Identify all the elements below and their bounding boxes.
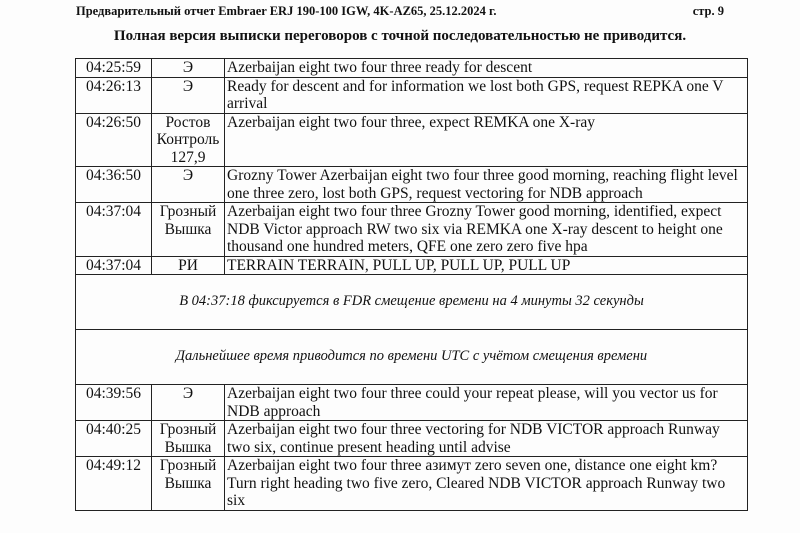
speaker-cell: Ростов Контроль 127,9 <box>152 113 225 167</box>
message-cell: Azerbaijan eight two four three, expect REMKA one X-ray <box>225 113 748 167</box>
message-cell: TERRAIN TERRAIN, PULL UP, PULL UP, PULL UP <box>225 256 748 275</box>
message-cell: Grozny Tower Azerbaijan eight two four three good morning, reaching flight level one three zero, lost both GPS, request vectoring for NDB approach <box>225 167 748 203</box>
time-cell: 04:36:50 <box>76 167 152 203</box>
speaker-cell: Грозный Вышка <box>152 203 225 257</box>
time-cell: 04:25:59 <box>76 59 152 78</box>
time-cell: 04:37:04 <box>76 203 152 257</box>
message-cell: Azerbaijan eight two four three Grozny Tower good morning, identified, expect NDB Victor approach RW two six via REMKA one X-ray descent to height one thousand one hundred meters, QFE one zero zero five hpa <box>225 203 748 257</box>
time-cell: 04:26:13 <box>76 77 152 113</box>
time-cell: 04:49:12 <box>76 457 152 511</box>
time-cell: 04:39:56 <box>76 385 152 421</box>
speaker-cell: Э <box>152 385 225 421</box>
speaker-cell: Э <box>152 167 225 203</box>
table-row <box>76 77 748 113</box>
table-row <box>76 385 748 421</box>
message-cell: Azerbaijan eight two four three vectoring for NDB VICTOR approach Runway two six, continue present heading until advise <box>225 421 748 457</box>
time-cell: 04:26:50 <box>76 113 152 167</box>
table-row <box>76 457 748 511</box>
speaker-cell: Э <box>152 77 225 113</box>
message-cell: Azerbaijan eight two four three ready for descent <box>225 59 748 78</box>
transcript-table <box>75 58 748 511</box>
report-title: Предварительный отчет Embraer ERJ 190-100 IGW, 4K-AZ65, 25.12.2024 г. <box>76 4 497 18</box>
table-row <box>76 421 748 457</box>
note-row <box>76 330 748 385</box>
transcript-subtitle: Полная версия выписки переговоров с точной последовательностью не приводится. <box>113 28 687 44</box>
table-row <box>76 113 748 167</box>
speaker-cell: РИ <box>152 256 225 275</box>
message-cell: Ready for descent and for information we lost both GPS, request REPKA one V arrival <box>225 77 748 113</box>
page-header <box>76 4 724 19</box>
time-cell: 04:40:25 <box>76 421 152 457</box>
note-row <box>76 275 748 330</box>
speaker-cell: Грозный Вышка <box>152 457 225 511</box>
utc-time-note: Дальнейшее время приводится по времени UTC с учётом смещения времени <box>76 330 748 385</box>
time-cell: 04:37:04 <box>76 256 152 275</box>
message-cell: Azerbaijan eight two four three азимут zero seven one, distance one eight km? Turn right heading two five zero, Cleared NDB VICTOR approach Runway two six <box>225 457 748 511</box>
table-row <box>76 203 748 257</box>
table-row <box>76 59 748 78</box>
message-cell: Azerbaijan eight two four three could your repeat please, will you vector us for NDB approach <box>225 385 748 421</box>
table-row <box>76 256 748 275</box>
speaker-cell: Э <box>152 59 225 78</box>
speaker-cell: Грозный Вышка <box>152 421 225 457</box>
table-row <box>76 167 748 203</box>
page-number: стр. 9 <box>692 4 724 18</box>
fdr-time-offset-note: В 04:37:18 фиксируется в FDR смещение времени на 4 минуты 32 секунды <box>76 275 748 330</box>
